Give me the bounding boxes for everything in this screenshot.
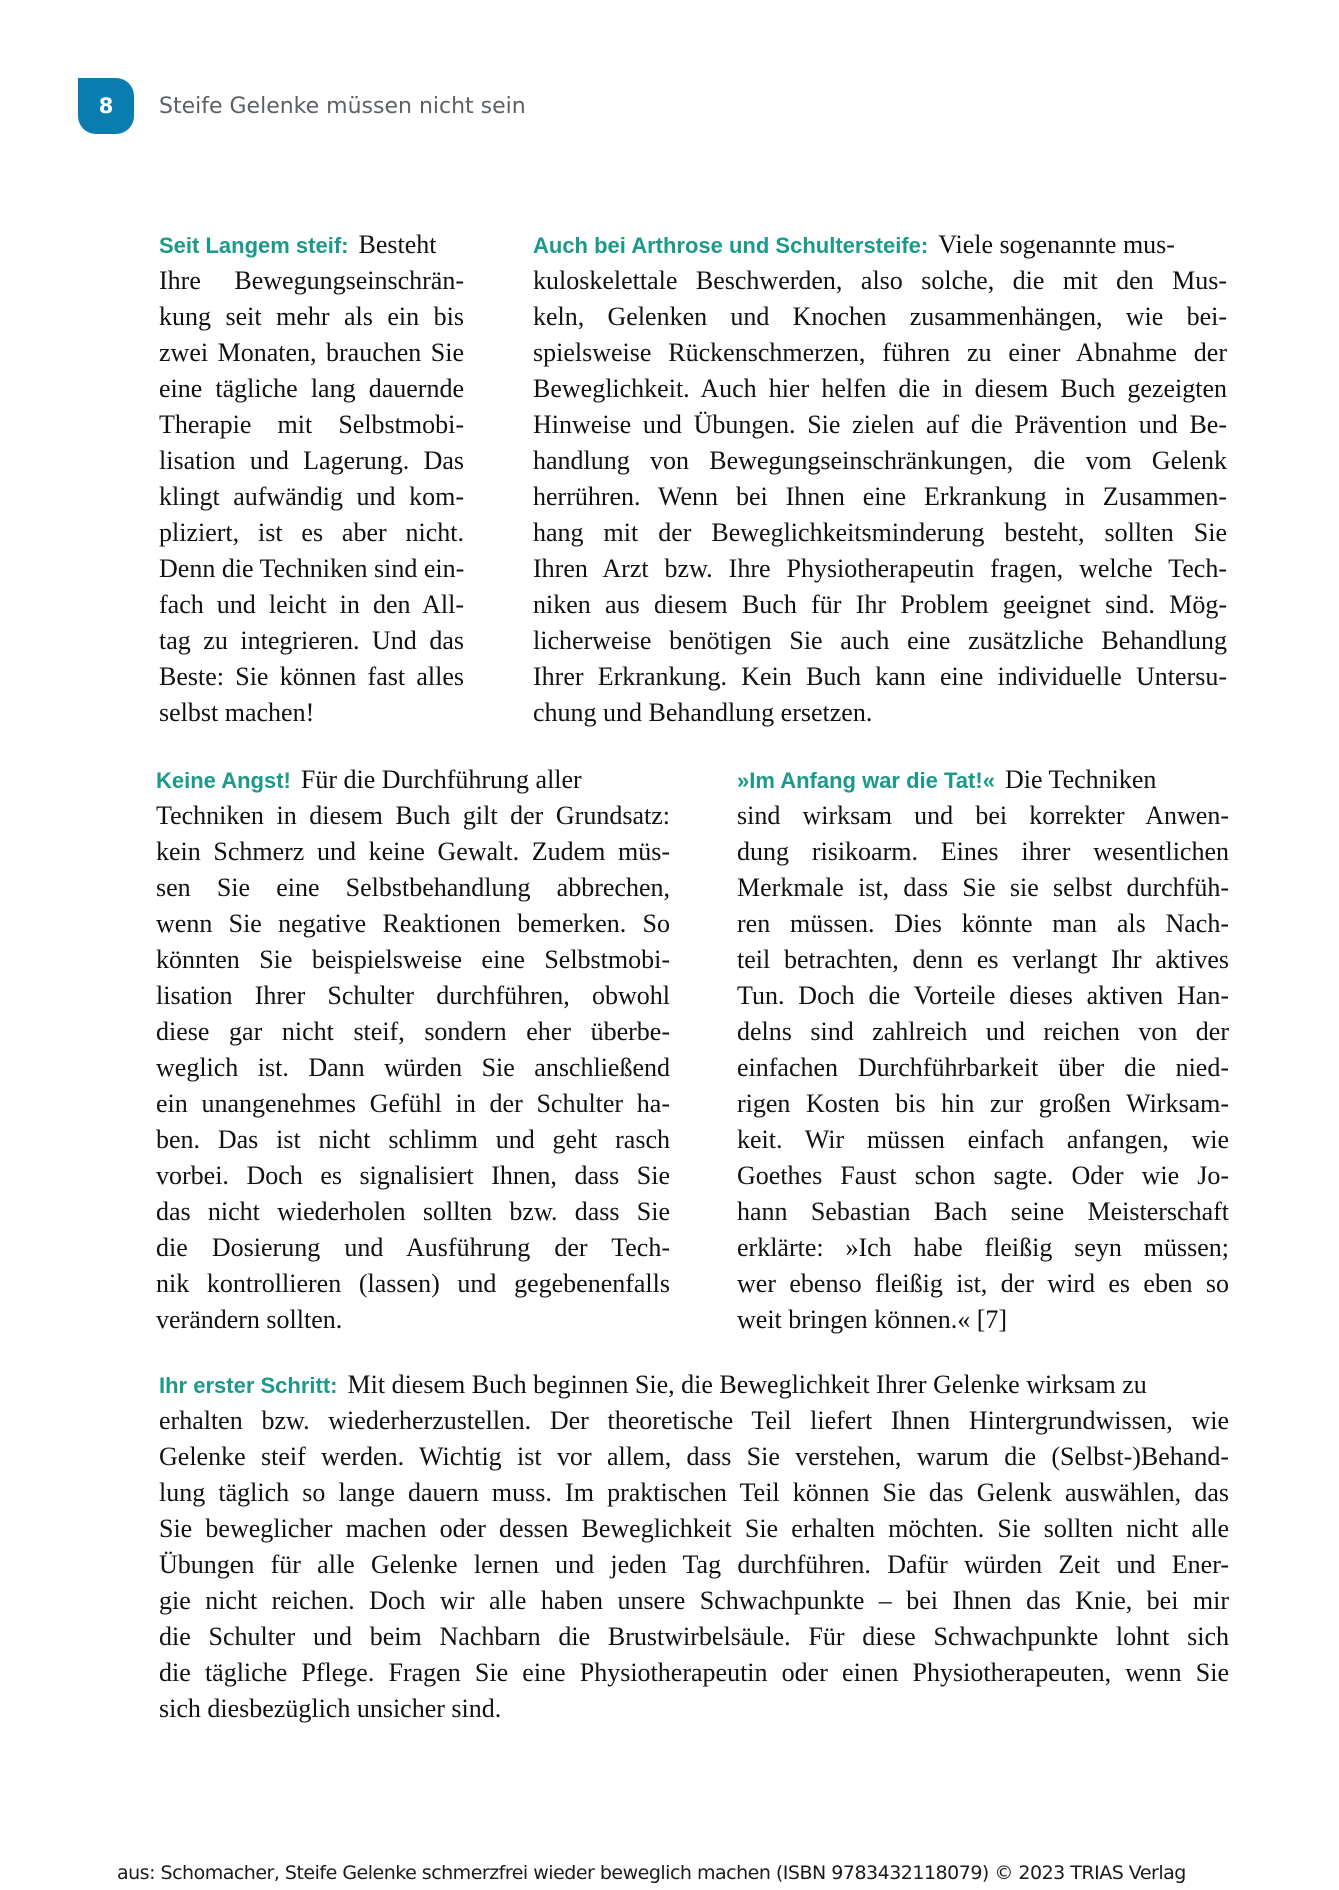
text-line: keln, Gelenken und Knochen zusammenhängen, wie bei- [533, 302, 1227, 331]
text-line: ein unangenehmes Gefühl in der Schulter ha- [156, 1089, 670, 1118]
body-text: Für die Durchführung aller [300, 765, 582, 794]
text-line: weit bringen können.« [7] [737, 1305, 1008, 1334]
text-line: Beste: Sie können fast alles [159, 662, 464, 691]
text-line: eine tägliche lang dauernde [159, 374, 464, 403]
text-line: lisation und Lagerung. Das [159, 446, 464, 475]
section-ihr-erster-schritt [159, 1367, 1229, 1727]
page-number: 8 [98, 94, 114, 118]
text-line: kuloskelettale Beschwerden, also solche, die mit den Mus- [533, 266, 1227, 295]
text-line: Goethes Faust schon sagte. Oder wie Jo- [737, 1161, 1229, 1190]
text-line: hann Sebastian Bach seine Meisterschaft [737, 1197, 1229, 1226]
lead-in-heading: »Im Anfang war die Tat!« [737, 768, 995, 793]
body-text: Die Techniken [1004, 765, 1157, 794]
text-line: rigen Kosten bis hin zur großen Wirksam- [737, 1089, 1229, 1118]
text-line: delns sind zahlreich und reichen von der [737, 1017, 1229, 1046]
text-line: diese gar nicht steif, sondern eher überbe- [156, 1017, 670, 1046]
section-arthrose-schultersteife [533, 227, 1227, 731]
text-line: die Dosierung und Ausführung der Tech- [156, 1233, 670, 1262]
text-line: verändern sollten. [156, 1305, 343, 1334]
text-line: chung und Behandlung ersetzen. [533, 698, 873, 727]
section-keine-angst [156, 762, 670, 1338]
text-line: lung täglich so lange dauern muss. Im praktischen Teil können Sie das Gelenk auswählen, das [159, 1478, 1229, 1507]
text-line: pliziert, ist es aber nicht. [159, 518, 464, 547]
text-line: Denn die Techniken sind ein- [159, 554, 465, 583]
text-line [533, 227, 1227, 263]
text-line: Gelenke steif werden. Wichtig ist vor allem, dass Sie verstehen, warum die (Selbst-)Behand- [159, 1442, 1229, 1471]
text-line: Hinweise und Übungen. Sie zielen auf die Prävention und Be- [533, 410, 1227, 439]
text-line: wenn Sie negative Reaktionen bemerken. So [156, 909, 670, 938]
text-line: klingt aufwändig und kom- [159, 482, 464, 511]
text-line [156, 762, 670, 798]
text-line: Ihren Arzt bzw. Ihre Physiotherapeutin fragen, welche Tech- [533, 554, 1227, 583]
text-line: erklärte: »Ich habe fleißig seyn müssen; [737, 1233, 1229, 1262]
text-line: keit. Wir müssen einfach anfangen, wie [737, 1125, 1229, 1154]
text-line: spielsweise Rückenschmerzen, führen zu einer Abnahme der [533, 338, 1227, 367]
text-line: weglich ist. Dann würden Sie anschließend [156, 1053, 670, 1082]
text-line [159, 227, 464, 263]
text-line: sind wirksam und bei korrekter Anwen- [737, 801, 1229, 830]
page-number-badge [78, 78, 134, 134]
body-text: Viele sogenannte mus- [938, 230, 1175, 259]
text-line: Merkmale ist, dass Sie sie selbst durchfüh- [737, 873, 1229, 902]
text-line: erhalten bzw. wiederherzustellen. Der theoretische Teil liefert Ihnen Hintergrundwissen, wie [159, 1406, 1229, 1435]
text-line: kung seit mehr als ein bis [159, 302, 464, 331]
text-line: zwei Monaten, brauchen Sie [159, 338, 464, 367]
text-line [737, 762, 1229, 798]
text-line: herrühren. Wenn bei Ihnen eine Erkrankung in Zusammen- [533, 482, 1227, 511]
text-line: gie nicht reichen. Doch wir alle haben unsere Schwachpunkte – bei Ihnen das Knie, bei mir [159, 1586, 1229, 1615]
text-line: könnten Sie beispielsweise eine Selbstmobi- [156, 945, 670, 974]
text-line: fach und leicht in den All- [159, 590, 464, 619]
section-seit-langem-steif [159, 227, 464, 731]
text-line: dung risikoarm. Eines ihrer wesentlichen [737, 837, 1229, 866]
text-line: vorbei. Doch es signalisiert Ihnen, dass Sie [156, 1161, 670, 1190]
body-text: Mit diesem Buch beginnen Sie, die Beweglichkeit Ihrer Gelenke wirksam zu [347, 1370, 1147, 1399]
lead-in-heading: Seit Langem steif: [159, 233, 349, 258]
text-line: Ihrer Erkrankung. Kein Buch kann eine individuelle Untersu- [533, 662, 1227, 691]
text-line: die tägliche Pflege. Fragen Sie eine Physiotherapeutin oder einen Physiotherapeuten, wenn Sie [159, 1658, 1229, 1687]
text-line: licherweise benötigen Sie auch eine zusätzliche Behandlung [533, 626, 1227, 655]
text-line: hang mit der Beweglichkeitsminderung besteht, sollten Sie [533, 518, 1227, 547]
section-im-anfang-war-die-tat [737, 762, 1229, 1338]
text-line: sich diesbezüglich unsicher sind. [159, 1694, 502, 1723]
text-line: selbst machen! [159, 698, 315, 727]
text-line: das nicht wiederholen sollten bzw. dass Sie [156, 1197, 670, 1226]
text-line: einfachen Durchführbarkeit über die nied- [737, 1053, 1229, 1082]
lead-in-heading: Auch bei Arthrose und Schultersteife: [533, 233, 929, 258]
lead-in-heading: Ihr erster Schritt: [159, 1373, 338, 1398]
running-title: Steife Gelenke müssen nicht sein [159, 94, 526, 119]
text-line: Ihre Bewegungseinschrän- [159, 266, 464, 295]
text-line: tag zu integrieren. Und das [159, 626, 464, 655]
text-line: Beweglichkeit. Auch hier helfen die in diesem Buch gezeigten [533, 374, 1227, 403]
text-line: handlung von Bewegungseinschränkungen, die vom Gelenk [533, 446, 1227, 475]
text-line: ben. Das ist nicht schlimm und geht rasch [156, 1125, 670, 1154]
text-line: Übungen für alle Gelenke lernen und jeden Tag durchführen. Dafür würden Zeit und Ener- [159, 1550, 1229, 1579]
text-line: nik kontrollieren (lassen) und gegebenenfalls [156, 1269, 670, 1298]
body-text: Besteht [358, 230, 437, 259]
text-line: sen Sie eine Selbstbehandlung abbrechen, [156, 873, 670, 902]
text-line: kein Schmerz und keine Gewalt. Zudem müs- [156, 837, 670, 866]
lead-in-heading: Keine Angst! [156, 768, 291, 793]
text-line: teil betrachten, denn es verlangt Ihr aktives [737, 945, 1229, 974]
text-line [159, 1367, 1229, 1403]
text-line: Techniken in diesem Buch gilt der Grundsatz: [156, 801, 670, 830]
text-line: Sie beweglicher machen oder dessen Beweglichkeit Sie erhalten möchten. Sie sollten nicht alle [159, 1514, 1229, 1543]
text-line: wer ebenso fleißig ist, der wird es eben so [737, 1269, 1229, 1298]
text-line: lisation Ihrer Schulter durchführen, obwohl [156, 981, 670, 1010]
footer-citation: aus: Schomacher, Steife Gelenke schmerzfrei wieder beweglich machen (ISBN 9783432118079) © 2023 TRIAS Verlag [117, 1862, 1186, 1884]
text-line: ren müssen. Dies könnte man als Nach- [737, 909, 1229, 938]
text-line: niken aus diesem Buch für Ihr Problem geeignet sind. Mög- [533, 590, 1227, 619]
text-line: Tun. Doch die Vorteile dieses aktiven Han- [737, 981, 1229, 1010]
text-line: Therapie mit Selbstmobi- [159, 410, 464, 439]
text-line: die Schulter und beim Nachbarn die Brustwirbelsäule. Für diese Schwachpunkte lohnt sich [159, 1622, 1229, 1651]
